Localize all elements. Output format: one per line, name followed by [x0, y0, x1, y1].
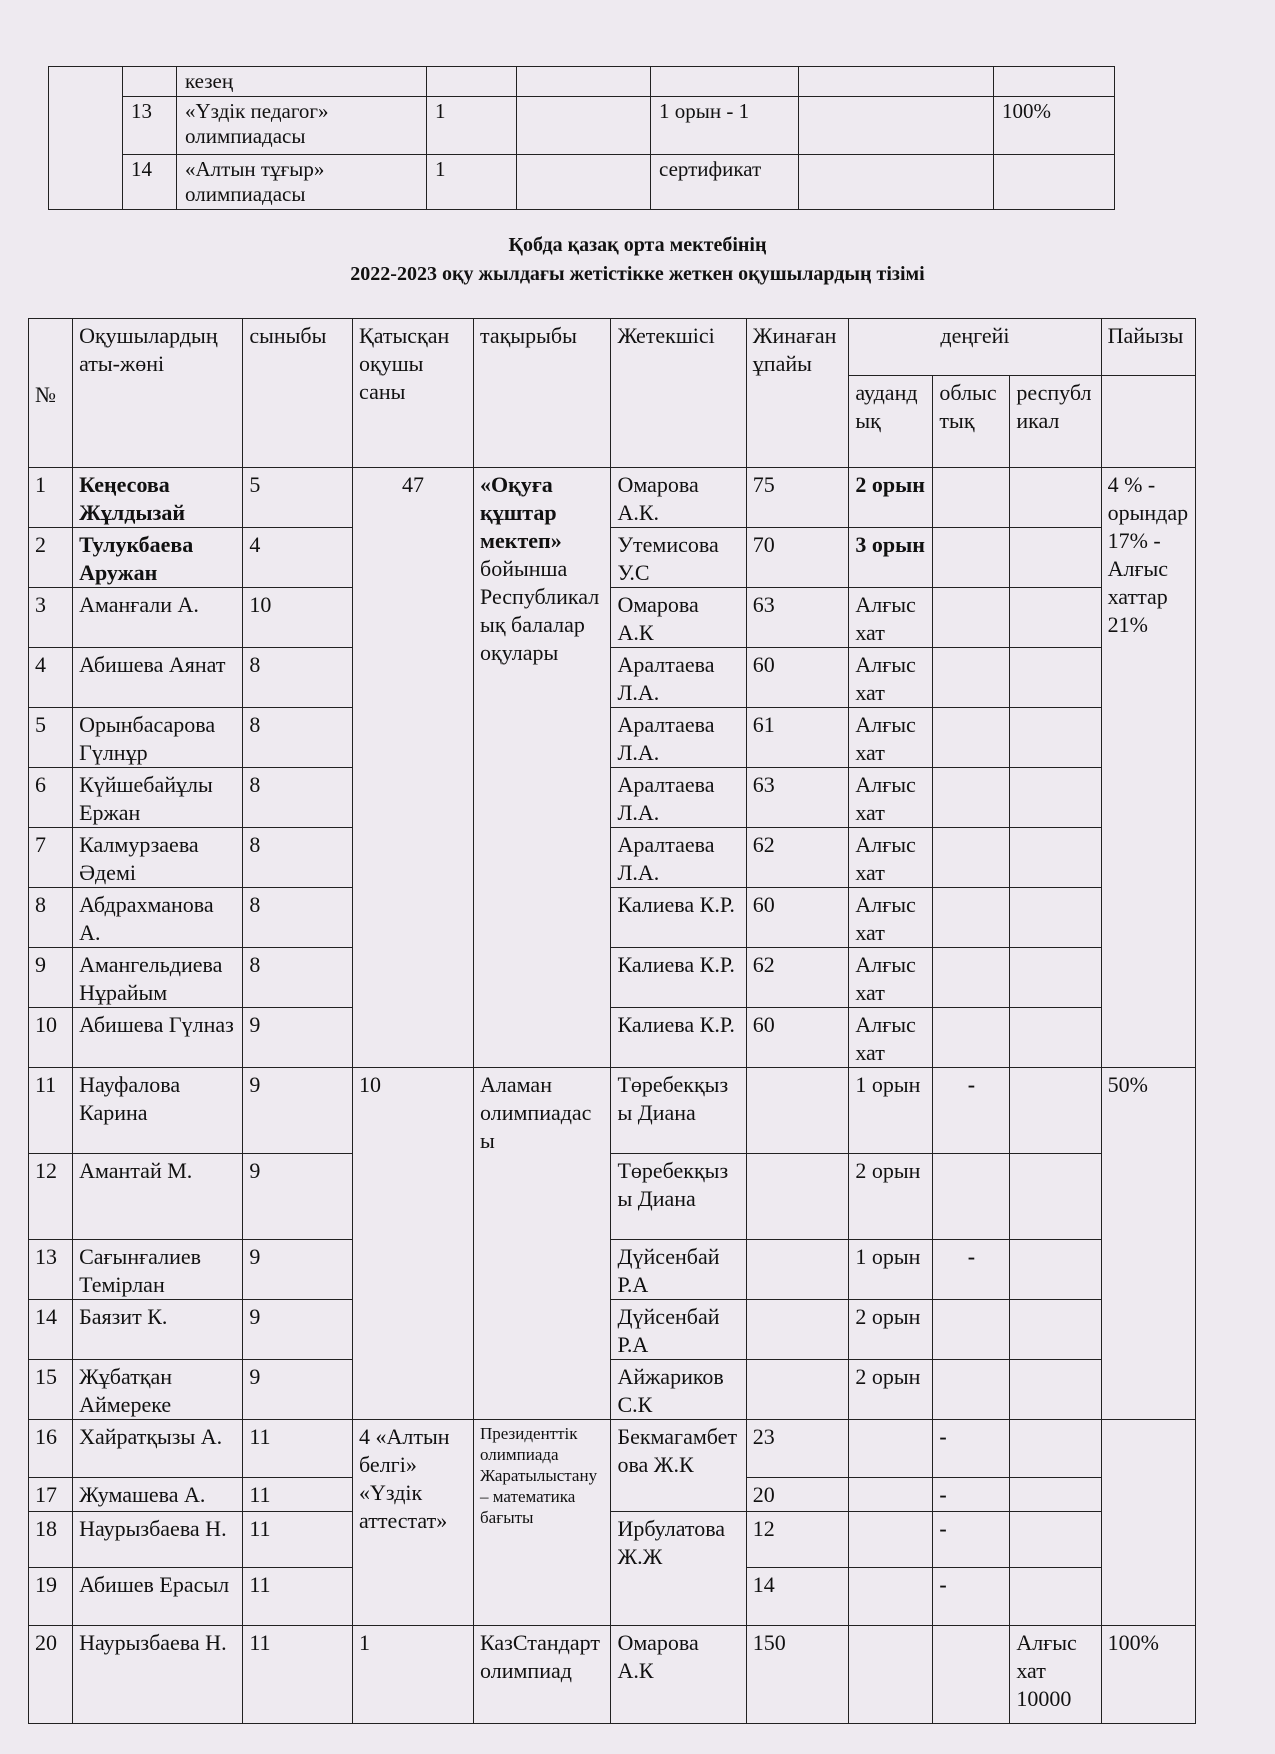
cell-republic — [1010, 528, 1101, 588]
cell-supervisor: Омарова А.К. — [611, 468, 746, 528]
table-row — [49, 67, 1115, 97]
cell-topic: КазСтандарт олимпиад — [474, 1626, 611, 1724]
cell-student-name: Амангельдиева Нұрайым — [73, 948, 243, 1008]
cell-percent: 50% — [1101, 1068, 1195, 1420]
cell-no: 6 — [29, 768, 73, 828]
achievements-table — [28, 318, 1196, 1724]
cell-score: 150 — [746, 1626, 849, 1724]
table-row — [29, 1154, 1196, 1240]
cell-grade: 8 — [243, 768, 353, 828]
header-level: деңгейі — [849, 319, 1101, 376]
previous-table — [48, 66, 1115, 210]
cell-no — [123, 67, 177, 97]
cell-score: 60 — [746, 648, 849, 708]
table-row — [29, 1068, 1196, 1154]
cell-supervisor: Калиева К.Р. — [611, 888, 746, 948]
cell-empty — [799, 155, 994, 210]
cell-republic — [1010, 1300, 1101, 1360]
cell-region — [933, 1008, 1010, 1068]
table-row — [29, 1008, 1196, 1068]
cell-empty — [799, 67, 994, 97]
cell-republic — [1010, 1068, 1101, 1154]
cell-student-name: Абишева Гүлназ — [73, 1008, 243, 1068]
cell-score: 60 — [746, 888, 849, 948]
cell-no: 1 — [29, 468, 73, 528]
cell-no: 14 — [29, 1300, 73, 1360]
cell-grade: 11 — [243, 1512, 353, 1568]
cell-empty — [517, 97, 651, 155]
cell-empty — [799, 97, 994, 155]
cell-student-name: Калмурзаева Әдемі — [73, 828, 243, 888]
table-row — [29, 828, 1196, 888]
cell-republic — [1010, 1008, 1101, 1068]
table-row — [29, 1240, 1196, 1300]
cell-district: 2 орын — [849, 468, 933, 528]
cell-score: 63 — [746, 768, 849, 828]
cell-student-name: Сағынғалиев Темірлан — [73, 1240, 243, 1300]
cell-name: «Алтын тұғыр» олимпиадасы — [177, 155, 427, 210]
cell-name: кезең — [177, 67, 427, 97]
cell-student-name: Абишев Ерасыл — [73, 1568, 243, 1626]
cell-score — [746, 1240, 849, 1300]
cell-participants: 10 — [353, 1068, 474, 1420]
cell-no: 19 — [29, 1568, 73, 1626]
cell-no: 7 — [29, 828, 73, 888]
cell-supervisor: Аралтаева Л.А. — [611, 828, 746, 888]
cell-region — [933, 888, 1010, 948]
cell-count: 1 — [427, 97, 517, 155]
cell-republic — [1010, 1240, 1101, 1300]
cell-no: 3 — [29, 588, 73, 648]
cell-district: 3 орын — [849, 528, 933, 588]
cell-score: 12 — [746, 1512, 849, 1568]
cell-district: Алғыс хат — [849, 768, 933, 828]
topic-bold-text: «Оқуға құштар мектеп» — [480, 472, 562, 553]
cell-supervisor: Калиева К.Р. — [611, 948, 746, 1008]
cell-district — [849, 1420, 933, 1478]
cell-score: 75 — [746, 468, 849, 528]
cell-region — [933, 1360, 1010, 1420]
cell-score: 63 — [746, 588, 849, 648]
cell-republic — [1010, 1420, 1101, 1478]
cell-region: - — [933, 1420, 1010, 1478]
cell-region — [933, 468, 1010, 528]
table-row — [29, 1300, 1196, 1360]
cell-result: сертификат — [651, 155, 799, 210]
cell-grade: 10 — [243, 588, 353, 648]
cell-score: 62 — [746, 828, 849, 888]
cell-student-name: Жумашева А. — [73, 1478, 243, 1512]
cell-district: 1 орын — [849, 1240, 933, 1300]
cell-no: 13 — [123, 97, 177, 155]
cell-supervisor: Омарова А.К — [611, 1626, 746, 1724]
cell-count — [427, 67, 517, 97]
cell-supervisor: Омарова А.К — [611, 588, 746, 648]
cell-supervisor: Бекмагамбетова Ж.К — [611, 1420, 746, 1512]
cell-student-name: Абдрахманова А. — [73, 888, 243, 948]
cell-region: - — [933, 1068, 1010, 1154]
table-row — [29, 1420, 1196, 1478]
cell-region — [933, 768, 1010, 828]
table-row — [29, 948, 1196, 1008]
cell-region — [933, 1300, 1010, 1360]
cell-district: Алғыс хат — [849, 708, 933, 768]
cell-score — [746, 1068, 849, 1154]
cell-grade: 9 — [243, 1008, 353, 1068]
cell-republic — [1010, 768, 1101, 828]
cell-republic — [1010, 1360, 1101, 1420]
cell-student-name: Аманғали А. — [73, 588, 243, 648]
cell-grade: 11 — [243, 1626, 353, 1724]
header-grade: сыныбы — [243, 319, 353, 468]
cell-region: - — [933, 1240, 1010, 1300]
cell-no: 5 — [29, 708, 73, 768]
cell-grade: 5 — [243, 468, 353, 528]
cell-percent: 100% — [1101, 1626, 1195, 1724]
table-row — [29, 708, 1196, 768]
cell-region: - — [933, 1478, 1010, 1512]
cell-count: 1 — [427, 155, 517, 210]
cell-supervisor: Калиева К.Р. — [611, 1008, 746, 1068]
cell-republic — [1010, 588, 1101, 648]
cell-score: 60 — [746, 1008, 849, 1068]
cell-republic — [1010, 1568, 1101, 1626]
cell-student-name: Амантай М. — [73, 1154, 243, 1240]
document-title-school: Қобда қазақ орта мектебінің — [508, 234, 767, 256]
cell-supervisor: Дүйсенбай Р.А — [611, 1240, 746, 1300]
cell-region: - — [933, 1512, 1010, 1568]
cell-region — [933, 948, 1010, 1008]
cell-republic — [1010, 828, 1101, 888]
table-row — [29, 1360, 1196, 1420]
cell-grade: 11 — [243, 1568, 353, 1626]
cell-student-name: Орынбасарова Гүлнұр — [73, 708, 243, 768]
cell-grade: 9 — [243, 1300, 353, 1360]
cell-district: 2 орын — [849, 1360, 933, 1420]
cell-supervisor: Төребекқызы Диана — [611, 1068, 746, 1154]
cell-grade: 8 — [243, 708, 353, 768]
cell-no: 11 — [29, 1068, 73, 1154]
cell-republic — [1010, 888, 1101, 948]
cell-student-name: Кеңесова Жұлдызай — [73, 468, 243, 528]
cell-grade: 8 — [243, 828, 353, 888]
cell-no: 12 — [29, 1154, 73, 1240]
cell-district — [849, 1512, 933, 1568]
cell-no: 20 — [29, 1626, 73, 1724]
header-name: Оқушылардың аты-жөні — [73, 319, 243, 468]
cell-supervisor: Төребекқызы Диана — [611, 1154, 746, 1240]
cell-percent: 4 % - орындар 17% - Алғыс хаттар 21% — [1101, 468, 1195, 1068]
cell-region — [933, 1626, 1010, 1724]
cell-topic: Аламан олимпиадасы — [474, 1068, 611, 1420]
cell-district: Алғыс хат — [849, 1008, 933, 1068]
cell-republic — [1010, 1512, 1101, 1568]
cell-no: 2 — [29, 528, 73, 588]
cell-score: 62 — [746, 948, 849, 1008]
header-district: аудандық — [849, 376, 933, 468]
cell-student-name: Баязит К. — [73, 1300, 243, 1360]
cell-no: 4 — [29, 648, 73, 708]
header-topic: тақырыбы — [474, 319, 611, 468]
header-republic: республикал — [1010, 376, 1101, 468]
cell-empty — [517, 155, 651, 210]
cell-student-name: Жұбатқан Аймереке — [73, 1360, 243, 1420]
cell-republic — [1010, 948, 1101, 1008]
cell-republic — [1010, 1478, 1101, 1512]
table-row — [29, 468, 1196, 528]
cell-student-name: Наурызбаева Н. — [73, 1512, 243, 1568]
header-row — [29, 319, 1196, 376]
blank-cell — [49, 67, 123, 210]
cell-republic — [1010, 1154, 1101, 1240]
cell-participants: 4 «Алтын белгі» «Үздік аттестат» — [353, 1420, 474, 1626]
document-title-list: 2022-2023 оқу жылдағы жетістікке жеткен оқушылардың тізімі — [350, 263, 925, 285]
topic-text: бойынша Республикалық балалар оқулары — [480, 556, 600, 665]
cell-score: 70 — [746, 528, 849, 588]
header-region: облыстық — [933, 376, 1010, 468]
cell-grade: 11 — [243, 1420, 353, 1478]
cell-supervisor: Аралтаева Л.А. — [611, 768, 746, 828]
cell-no: 18 — [29, 1512, 73, 1568]
cell-score: 20 — [746, 1478, 849, 1512]
cell-percent — [994, 67, 1115, 97]
table-row — [29, 888, 1196, 948]
cell-percent — [1101, 1420, 1195, 1626]
cell-name: «Үздік педагог» олимпиадасы — [177, 97, 427, 155]
cell-participants: 1 — [353, 1626, 474, 1724]
cell-no: 9 — [29, 948, 73, 1008]
cell-score: 61 — [746, 708, 849, 768]
table-row — [29, 1512, 1196, 1568]
cell-republic: Алғыс хат 10000 — [1010, 1626, 1101, 1724]
cell-supervisor: Аралтаева Л.А. — [611, 648, 746, 708]
header-percent: Пайызы — [1101, 319, 1195, 376]
cell-student-name: Абишева Аянат — [73, 648, 243, 708]
cell-percent: 100% — [994, 97, 1115, 155]
header-no: № — [29, 319, 73, 468]
cell-grade: 9 — [243, 1360, 353, 1420]
header-score: Жинаған ұпайы — [746, 319, 849, 468]
cell-republic — [1010, 468, 1101, 528]
cell-no: 17 — [29, 1478, 73, 1512]
cell-result — [651, 67, 799, 97]
cell-grade: 8 — [243, 648, 353, 708]
header-supervisor: Жетекшісі — [611, 319, 746, 468]
table-row — [49, 155, 1115, 210]
cell-district: 2 орын — [849, 1300, 933, 1360]
cell-republic — [1010, 708, 1101, 768]
cell-score: 14 — [746, 1568, 849, 1626]
cell-region — [933, 588, 1010, 648]
cell-no: 13 — [29, 1240, 73, 1300]
cell-student-name: Күйшебайұлы Ержан — [73, 768, 243, 828]
cell-grade: 8 — [243, 888, 353, 948]
table-row — [29, 648, 1196, 708]
cell-region: - — [933, 1568, 1010, 1626]
table-row — [29, 768, 1196, 828]
cell-region — [933, 648, 1010, 708]
cell-district: Алғыс хат — [849, 888, 933, 948]
cell-score — [746, 1154, 849, 1240]
cell-topic — [474, 468, 611, 1068]
cell-no: 16 — [29, 1420, 73, 1478]
cell-district: Алғыс хат — [849, 948, 933, 1008]
cell-district: 2 орын — [849, 1154, 933, 1240]
cell-no: 14 — [123, 155, 177, 210]
cell-district: Алғыс хат — [849, 828, 933, 888]
table-row — [29, 588, 1196, 648]
cell-grade: 4 — [243, 528, 353, 588]
cell-grade: 9 — [243, 1240, 353, 1300]
cell-participants: 47 — [353, 468, 474, 1068]
cell-region — [933, 1154, 1010, 1240]
cell-region — [933, 708, 1010, 768]
cell-region — [933, 528, 1010, 588]
cell-score — [746, 1360, 849, 1420]
cell-supervisor: Аралтаева Л.А. — [611, 708, 746, 768]
cell-score: 23 — [746, 1420, 849, 1478]
cell-percent — [994, 155, 1115, 210]
cell-grade: 9 — [243, 1068, 353, 1154]
cell-district — [849, 1478, 933, 1512]
cell-district — [849, 1568, 933, 1626]
cell-score — [746, 1300, 849, 1360]
cell-grade: 9 — [243, 1154, 353, 1240]
cell-district: Алғыс хат — [849, 588, 933, 648]
cell-result: 1 орын - 1 — [651, 97, 799, 155]
cell-district — [849, 1626, 933, 1724]
header-participants: Қатысқан оқушы саны — [353, 319, 474, 468]
table-row — [49, 97, 1115, 155]
cell-student-name: Наурызбаева Н. — [73, 1626, 243, 1724]
cell-student-name: Науфалова Карина — [73, 1068, 243, 1154]
blank-cell — [1101, 376, 1195, 468]
cell-no: 15 — [29, 1360, 73, 1420]
cell-student-name: Хайратқызы А. — [73, 1420, 243, 1478]
cell-grade: 8 — [243, 948, 353, 1008]
cell-no: 8 — [29, 888, 73, 948]
cell-supervisor: Ирбулатова Ж.Ж — [611, 1512, 746, 1626]
cell-student-name: Тулукбаева Аружан — [73, 528, 243, 588]
cell-supervisor: Айжариков С.К — [611, 1360, 746, 1420]
cell-empty — [517, 67, 651, 97]
cell-no: 10 — [29, 1008, 73, 1068]
table-row — [29, 528, 1196, 588]
cell-topic: Президенттік олимпиада Жаратылыстану – математика бағыты — [474, 1420, 611, 1626]
cell-grade: 11 — [243, 1478, 353, 1512]
table-row — [29, 1626, 1196, 1724]
cell-district: Алғыс хат — [849, 648, 933, 708]
cell-supervisor: Утемисова У.С — [611, 528, 746, 588]
cell-republic — [1010, 648, 1101, 708]
cell-district: 1 орын — [849, 1068, 933, 1154]
cell-supervisor: Дүйсенбай Р.А — [611, 1300, 746, 1360]
cell-region — [933, 828, 1010, 888]
